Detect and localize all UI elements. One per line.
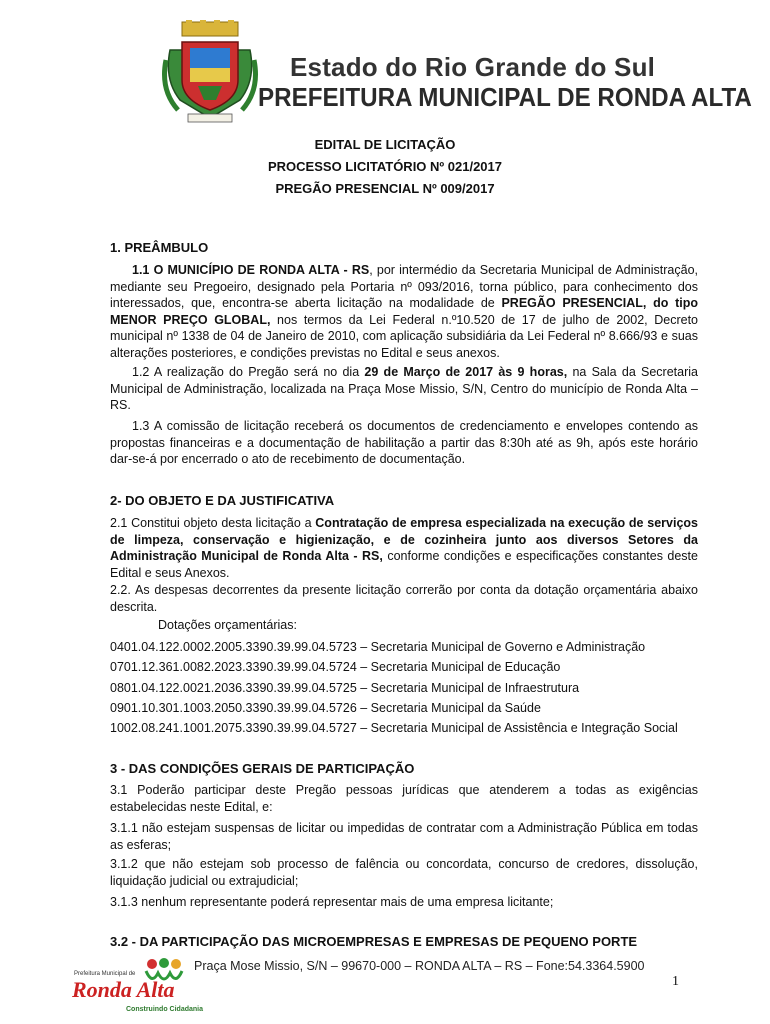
section-1-heading: 1. PREÂMBULO: [110, 240, 209, 255]
section-3-2-heading: 3.2 - DA PARTICIPAÇÃO DAS MICROEMPRESAS E EMPRESAS DE PEQUENO PORTE: [110, 934, 638, 949]
dotacao-item: 0901.10.301.1003.2050.3390.39.99.04.5726 – Secretaria Municipal da Saúde: [110, 701, 541, 715]
page-number: 1: [672, 974, 679, 989]
paragraph-1-3: 1.3 A comissão de licitação receberá os documentos de credenciamento e envelopes contendo as propostas financeiras e a documentação de habilitação a partir das 8:30h até as 9h, após este horário dar-se-á por encerrado o ato de recebimento de documentação.: [110, 419, 698, 466]
footer-address: Praça Mose Missio, S/N – 99670-000 – RONDA ALTA – RS – Fone:54.3364.5900: [194, 959, 645, 973]
dotacao-item: 1002.08.241.1001.2075.3390.39.99.04.5727 – Secretaria Municipal de Assistência e Integração Social: [110, 721, 678, 735]
paragraph-3-1: 3.1 Poderão participar deste Pregão pessoas jurídicas que atenderem a todas as exigências estabelecidas neste Edital, e:: [110, 783, 698, 814]
edital-title: EDITAL DE LICITAÇÃO: [314, 137, 456, 152]
paragraph-2-1: 2.1 Constitui objeto desta licitação a Contratação de empresa especializada na execução de serviços de limpeza, conservação e higienização, e de cozinheira junto aos diversos Setores da Administração Municipal de Ronda Alta - RS, conforme condições e especificações constantes deste Edital e seus Anexos.: [110, 516, 698, 580]
svg-text:Prefeitura Municipal de: Prefeitura Municipal de: [74, 971, 136, 977]
section-2-heading: 2- DO OBJETO E DA JUSTIFICATIVA: [110, 493, 335, 508]
dotacoes-label: Dotações orçamentárias:: [158, 618, 297, 632]
svg-text:Construindo Cidadania: Construindo Cidadania: [126, 1006, 203, 1013]
section-3-heading: 3 - DAS CONDIÇÕES GERAIS DE PARTICIPAÇÃO: [110, 761, 415, 776]
paragraph-1-2: 1.2 A realização do Pregão será no dia 29 de Março de 2017 às 9 horas, na Sala da Secretaria Municipal de Administração, localizada na Praça Mose Missio, S/N, Centro do município de Ronda Alta – RS.: [110, 365, 698, 412]
prefeitura-title: PREFEITURA MUNICIPAL DE RONDA ALTA: [258, 82, 752, 112]
paragraph-2-2: 2.2. As despesas decorrentes da presente licitação correrão por conta da dotação orçamentária abaixo descrita.: [110, 583, 698, 614]
processo-title: PROCESSO LICITATÓRIO Nº 021/2017: [268, 159, 502, 174]
paragraph-1-1: 1.1 O MUNICÍPIO DE RONDA ALTA - RS, por intermédio da Secretaria Municipal de Administração, mediante seu Pregoeiro, designado pela Portaria nº 093/2016, torna público, para conhecimento dos interessados, que, encontra-se aberta licitação na modalidade de PREGÃO PRESENCIAL, do tipo MENOR PREÇO GLOBAL, nos termos da Lei Federal n.º10.520 de 17 de julho de 2002, Decreto municipal nº 1338 de 04 de Janeiro de 2010, com aplicação subsidiária da Lei Federal nº 8.666/93 e suas alterações posteriores, e condições previstas no Edital e seus anexos.: [110, 263, 698, 360]
svg-text:Ronda Alta: Ronda Alta: [72, 977, 175, 1002]
municipal-crest-logo: [160, 20, 260, 124]
footer-logo: [68, 955, 208, 1015]
paragraph-3-1-1: 3.1.1 não estejam suspensas de licitar ou impedidas de contratar com a Administração Pública em todas as esferas;: [110, 821, 698, 852]
paragraph-3-1-3: 3.1.3 nenhum representante poderá representar mais de uma empresa licitante;: [110, 895, 554, 909]
paragraph-3-1-2: 3.1.2 que não estejam sob processo de falência ou concordata, concurso de credores, dissolução, liquidação judicial ou extrajudicial;: [110, 857, 698, 888]
state-title: Estado do Rio Grande do Sul: [290, 52, 656, 82]
dotacao-item: 0801.04.122.0021.2036.3390.39.99.04.5725 – Secretaria Municipal de Infraestrutura: [110, 681, 580, 695]
dotacao-item: 0401.04.122.0002.2005.3390.39.99.04.5723 – Secretaria Municipal de Governo e Administração: [110, 640, 646, 654]
dotacao-item: 0701.12.361.0082.2023.3390.39.99.04.5724 – Secretaria Municipal de Educação: [110, 660, 561, 674]
pregao-title: PREGÃO PRESENCIAL Nº 009/2017: [275, 181, 495, 196]
